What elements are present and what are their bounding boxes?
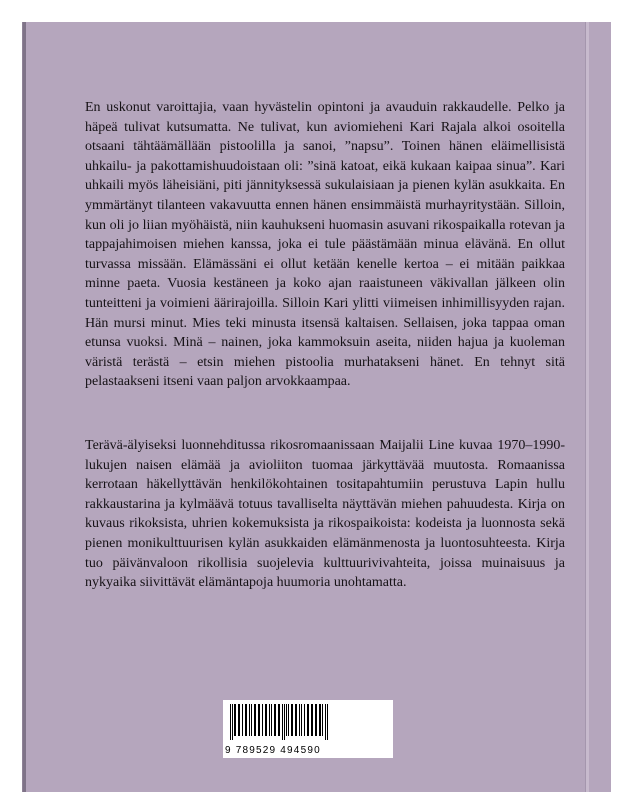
barcode-bar <box>295 704 297 736</box>
barcode-bar <box>319 704 321 736</box>
barcode-bar <box>327 704 328 740</box>
blurb-paragraph-1: En uskonut varoittajia, vaan hyvästelin opintoni ja avauduin rakkaudelle. Pelko ja häpeä tulivat kutsumatta. Ne tulivat, kun aviomieheni Kari Rajala alkoi osoitella otsaani tähtäämällään pistoolilla ja sanoi, ”napsu”. Toinen hänen eläimellisistä uhkailu- ja pakottamishuudoistaan oli: ”sinä katoat, eikä kukaan kaipaa sinua”. Kari uhkaili myös läheisiäni, piti jännityksessä sukulaisiaan ja pienen kylän asukkaita. En ymmärtänyt tilanteen vakavuutta ennen hänen ensimmäistä murhayritystään. Silloin, kun oli jo liian myöhäistä, niin kauhukseni huomasin asuvani rikospaikalla rotevan ja tappajahimoisen miehen kanssa, joka ei tule päästämään minua elävänä. En ollut turvassa missään. Elämässäni ei ollut ketään kenelle kertoa – ei mitään paikkaa minne paeta. Vuosia kestäneen ja koko ajan raaistuneen väkivallan jälkeen olin tunteitteni ja voimieni äärirajoilla. Silloin Kari ylitti viimeisen inhimillisyyden rajan. Hän mursi minut. Mies teki minusta itsensä kaltaisen. Sellaisen, joka tappaa oman etunsa vuoksi. Minä – nainen, joka kammoksuin aseita, niiden hajua ja kuoleman väristä terästä – etsin miehen pistoolia murhatakseni hänet. En tehnyt sitä pelastaakseni itseni vaan paljon arvokkaampaa. <box>85 100 565 390</box>
barcode-bar <box>291 704 293 736</box>
barcode-bar <box>249 704 250 736</box>
cover-hinge <box>585 22 589 792</box>
barcode-bar <box>242 704 243 736</box>
book-back-cover <box>22 22 611 792</box>
barcode-bar <box>245 704 247 736</box>
barcode-bar <box>284 704 285 740</box>
barcode-bar <box>265 704 267 736</box>
barcode-bar <box>286 704 287 736</box>
isbn-barcode <box>223 700 393 758</box>
cover-edge-shadow <box>23 22 26 792</box>
barcode-bar <box>288 704 289 736</box>
barcode-bar <box>230 704 231 740</box>
barcode-bar <box>238 704 240 736</box>
barcode-bar <box>234 704 236 736</box>
barcode-bars <box>229 704 387 740</box>
barcode-bar <box>311 704 313 736</box>
barcode-bar <box>322 704 323 736</box>
barcode-bar <box>232 704 233 740</box>
barcode-bar <box>315 704 317 736</box>
barcode-bar <box>325 704 326 740</box>
barcode-bar <box>282 704 283 740</box>
barcode-bar <box>304 704 305 736</box>
barcode-bar <box>258 704 260 736</box>
barcode-bar <box>251 704 252 736</box>
barcode-bar <box>301 704 302 736</box>
barcode-bar <box>269 704 270 736</box>
barcode-bar <box>299 704 300 736</box>
barcode-bar <box>271 704 272 736</box>
blurb-paragraph-2: Terävä-älyiseksi luonnehditussa rikosromaanissaan Maijalii Line kuvaa 1970–1990-lukujen naisen elämää ja avioliiton tuomaa järkyttävää muutosta. Romaanissa kerrotaan häkellyttävän henkilökohtainen tositapahtumiin perustuva Lapin hullu rakkaustarina ja kylmäävä totuus tavalliselta näyttävän miehen pahuudesta. Kirja on kuvaus rikoksista, uhrien kokemuksista ja rikospaikoista: kodeista ja luonnosta sekä pienen monikulttuurisen kylän asukkaiden elämänmenosta ja luontosuhteesta. Kirja tuo päivänvaloon rikollisia suojelevia kulttuurivivahteita, joissa muinaisuus ja nykyaika siivittävät elämäntapoja huumoria unohtamatta. <box>85 438 565 591</box>
barcode-bar <box>307 704 309 736</box>
barcode-bar <box>254 704 256 736</box>
barcode-bar <box>278 704 280 736</box>
barcode-number: 9 789529 494590 <box>225 745 321 756</box>
barcode-bar <box>262 704 263 736</box>
barcode-bar <box>274 704 276 736</box>
